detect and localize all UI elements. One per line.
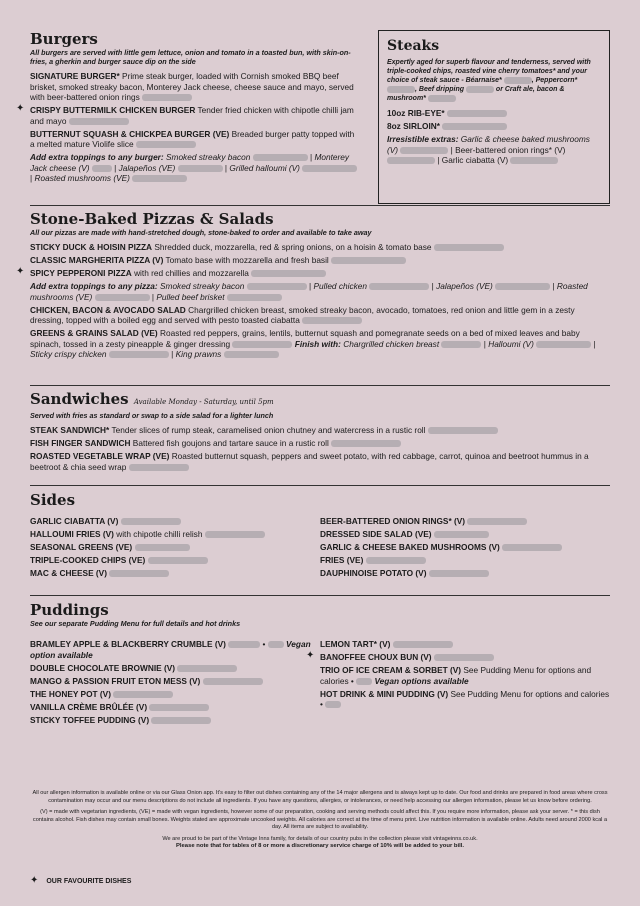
steaks-note: Expertly aged for superb flavour and tenderness, served with triple-cooked chips, roasted vine cherry tomatoes* and your choice of steak sauce - Béarnaise* , Peppercorn* , Beef dripping or Craft ale, bacon & mushroom* (387, 59, 591, 102)
pudding-item: HOT DRINK & MINI PUDDING (V) See Pudding Menu for options and calories • (320, 688, 610, 709)
divider (30, 485, 610, 486)
sides-left (30, 516, 320, 581)
sandwiches-subtitle: Available Monday - Saturday, until 5pm (133, 398, 274, 406)
pudding-item: ✦ BANOFFEE CHOUX BUN (V) (320, 652, 610, 663)
puddings-note: See our separate Pudding Menu for full details and hot drinks (30, 619, 241, 628)
divider (30, 385, 610, 386)
steaks-section (378, 30, 610, 204)
divider (30, 595, 610, 596)
sandwich-item: ROASTED VEGETABLE WRAP (VE) Roasted butternut squash, peppers and sweet potato, with red cabbage, carrot, quinoa and beetroot hummus in a beetroot & chia seed wrap (30, 451, 589, 472)
pizzas-section (16, 210, 610, 362)
pizza-item: CLASSIC MARGHERITA PIZZA (V) Tomato base with mozzarella and fresh basil (30, 255, 610, 266)
sides-section (30, 491, 610, 578)
burger-extras: Add extra toppings to any burger: Smoked streaky bacon | Monterey Jack cheese (V) | Jalapeños (VE) | Grilled halloumi (V) | Roasted mushrooms (VE) (30, 152, 360, 184)
salad-item: CHICKEN, BACON & AVOCADO SALAD Chargrilled chicken breast, smoked streaky bacon, avocado, tomatoes, red onion and little gem in a zesty dressing, topped with a boiled egg and served with pesto toasted ciabatta (30, 304, 575, 325)
pudding-item: TRIO OF ICE CREAM & SORBET (V) See Pudding Menu for options and calories • Vegan options available (320, 665, 592, 686)
puddings-left (30, 639, 315, 728)
sandwiches-note: Served with fries as standard or swap to a side salad for a lighter lunch (30, 411, 274, 420)
pizza-item: STICKY DUCK & HOISIN PIZZA Shredded duck, mozzarella, red & spring onions, on a hoisin & tomato base (30, 242, 610, 253)
steak-extras: Irresistible extras: Garlic & cheese baked mushrooms (V) | Beer-battered onion rings* (V) | Garlic ciabatta (V) (387, 134, 590, 165)
pizzas-title: Stone-Baked Pizzas & Salads (30, 210, 274, 228)
sandwiches-section (30, 390, 610, 475)
pudding-item: STICKY TOFFEE PUDDING (V) (30, 715, 315, 726)
side-item: BEER-BATTERED ONION RINGS* (V) (320, 516, 610, 527)
side-item: DRESSED SIDE SALAD (VE) (320, 529, 610, 540)
burgers-section (16, 30, 360, 186)
steaks-title: Steaks (387, 38, 440, 54)
sparkle-star-icon: ✦ (16, 103, 25, 114)
pudding-item: LEMON TART* (V) (320, 639, 610, 650)
burgers-title: Burgers (30, 30, 98, 48)
sparkle-star-icon: ✦ (30, 875, 39, 886)
sides-right (320, 516, 610, 581)
side-item: MAC & CHEESE (V) (30, 568, 320, 579)
burger-item: SIGNATURE BURGER* Prime steak burger, loaded with Cornish smoked BBQ beef brisket, smoked streaky bacon, Monterey Jack cheese, cheese sauce and mayo, served with beer-battered onion rings (30, 71, 354, 102)
side-item: HALLOUMI FRIES (V) with chipotle chilli relish (30, 529, 320, 540)
pudding-item: MANGO & PASSION FRUIT ETON MESS (V) (30, 676, 315, 687)
steak-item: 10oz RIB-EYE* (387, 108, 601, 119)
steak-item: 8oz SIRLOIN* (387, 121, 601, 132)
side-item: TRIPLE-COOKED CHIPS (VE) (30, 555, 320, 566)
divider (30, 205, 610, 206)
side-item: GARLIC CIABATTA (V) (30, 516, 320, 527)
sparkle-star-icon: ✦ (306, 650, 315, 661)
puddings-right (306, 639, 610, 712)
sandwich-item: FISH FINGER SANDWICH Battered fish goujons and tartare sauce in a rustic roll (30, 438, 610, 449)
favourite-legend (30, 875, 131, 886)
sandwich-item: STEAK SANDWICH* Tender slices of rump steak, caramelised onion chutney and watercress in a rustic roll (30, 425, 610, 436)
pizzas-note: All our pizzas are made with hand-stretched dough, stone-baked to order and available to take away (30, 228, 372, 237)
side-item: DAUPHINOISE POTATO (V) (320, 568, 610, 579)
burger-item: ✦ CRISPY BUTTERMILK CHICKEN BURGER Tender fried chicken with chipotle chilli jam and mayo (16, 103, 354, 126)
pudding-item: VANILLA CRÈME BRÛLÉE (V) (30, 702, 315, 713)
footer-allergen-text: All our allergen information is available online or via our Glass Onion app. It's easy to filter out dishes containing any of the 14 major allergens and is always kept up to date. Our food and drinks are prepared in food areas where cross contamination may occur and our menu descriptions do not include all ingredients. If you have any questions, allergies, or intolerances, or need help accessing our allergen information, please let us know before ordering. (32, 790, 608, 804)
footer-dietary-text: (V) = made with vegetarian ingredients, (VE) = made with vegan ingredients, however some of our preparation, cooking and serving methods could affect this. If you require more information, please ask your server. * = this dish contains alcohol. Fish dishes may contain small bones. Weights stated are approximate uncooked weights. All calories are correct at the time of menu print. Live nutrition information is available online. Adults need around 2000 kcal a day. All items are subject to availability. (32, 809, 608, 830)
side-item: SEASONAL GREENS (VE) (30, 542, 320, 553)
pudding-item: DOUBLE CHOCOLATE BROWNIE (V) (30, 663, 315, 674)
footer-service-charge: Please note that for tables of 8 or more a discretionary service charge of 10% will be added to your bill. (175, 843, 465, 849)
side-item: GARLIC & CHEESE BAKED MUSHROOMS (V) (320, 542, 610, 553)
sandwiches-title: Sandwiches Available Monday - Saturday, until 5pm (30, 390, 274, 408)
sides-title: Sides (30, 491, 76, 509)
salad-item: GREENS & GRAINS SALAD (VE) Roasted red peppers, grains, lentils, butternut squash and pomegranate seeds on a bed of mixed leaves and baby spinach, tossed in a zesty pineapple & ginger dressing Finish with: Chargrilled chicken breast | Halloumi (V) | Sticky crispy chicken | King prawns (30, 328, 596, 359)
puddings-section (30, 601, 610, 725)
favourite-label: OUR FAVOURITE DISHES (46, 878, 132, 885)
burgers-note: All burgers are served with little gem lettuce, onion and tomato in a toasted bun, with skin-on-fries, a gherkin and burger sauce dip on the side (30, 48, 351, 66)
sparkle-star-icon: ✦ (16, 266, 25, 277)
allergen-footer (30, 790, 610, 855)
burger-item: BUTTERNUT SQUASH & CHICKPEA BURGER (VE) Breaded burger patty topped with a melted mature Violife slice (30, 128, 355, 149)
footer-family-text: We are proud to be part of the Vintage Inns family, for details of our country pubs in the collection please visit vintageinns.co.uk. (162, 835, 478, 842)
pudding-item: BRAMLEY APPLE & BLACKBERRY CRUMBLE (V) • Vegan option available (30, 639, 311, 660)
pudding-item: THE HONEY POT (V) (30, 689, 315, 700)
puddings-title: Puddings (30, 601, 109, 619)
side-item: FRIES (VE) (320, 555, 610, 566)
pizza-extras: Add extra toppings to any pizza: Smoked streaky bacon | Pulled chicken | Jalapeños (VE) | Roasted mushrooms (VE) | Pulled beef brisket (30, 281, 588, 302)
pizza-item: ✦ SPICY PEPPERONI PIZZA with red chillies and mozzarella (30, 268, 610, 279)
